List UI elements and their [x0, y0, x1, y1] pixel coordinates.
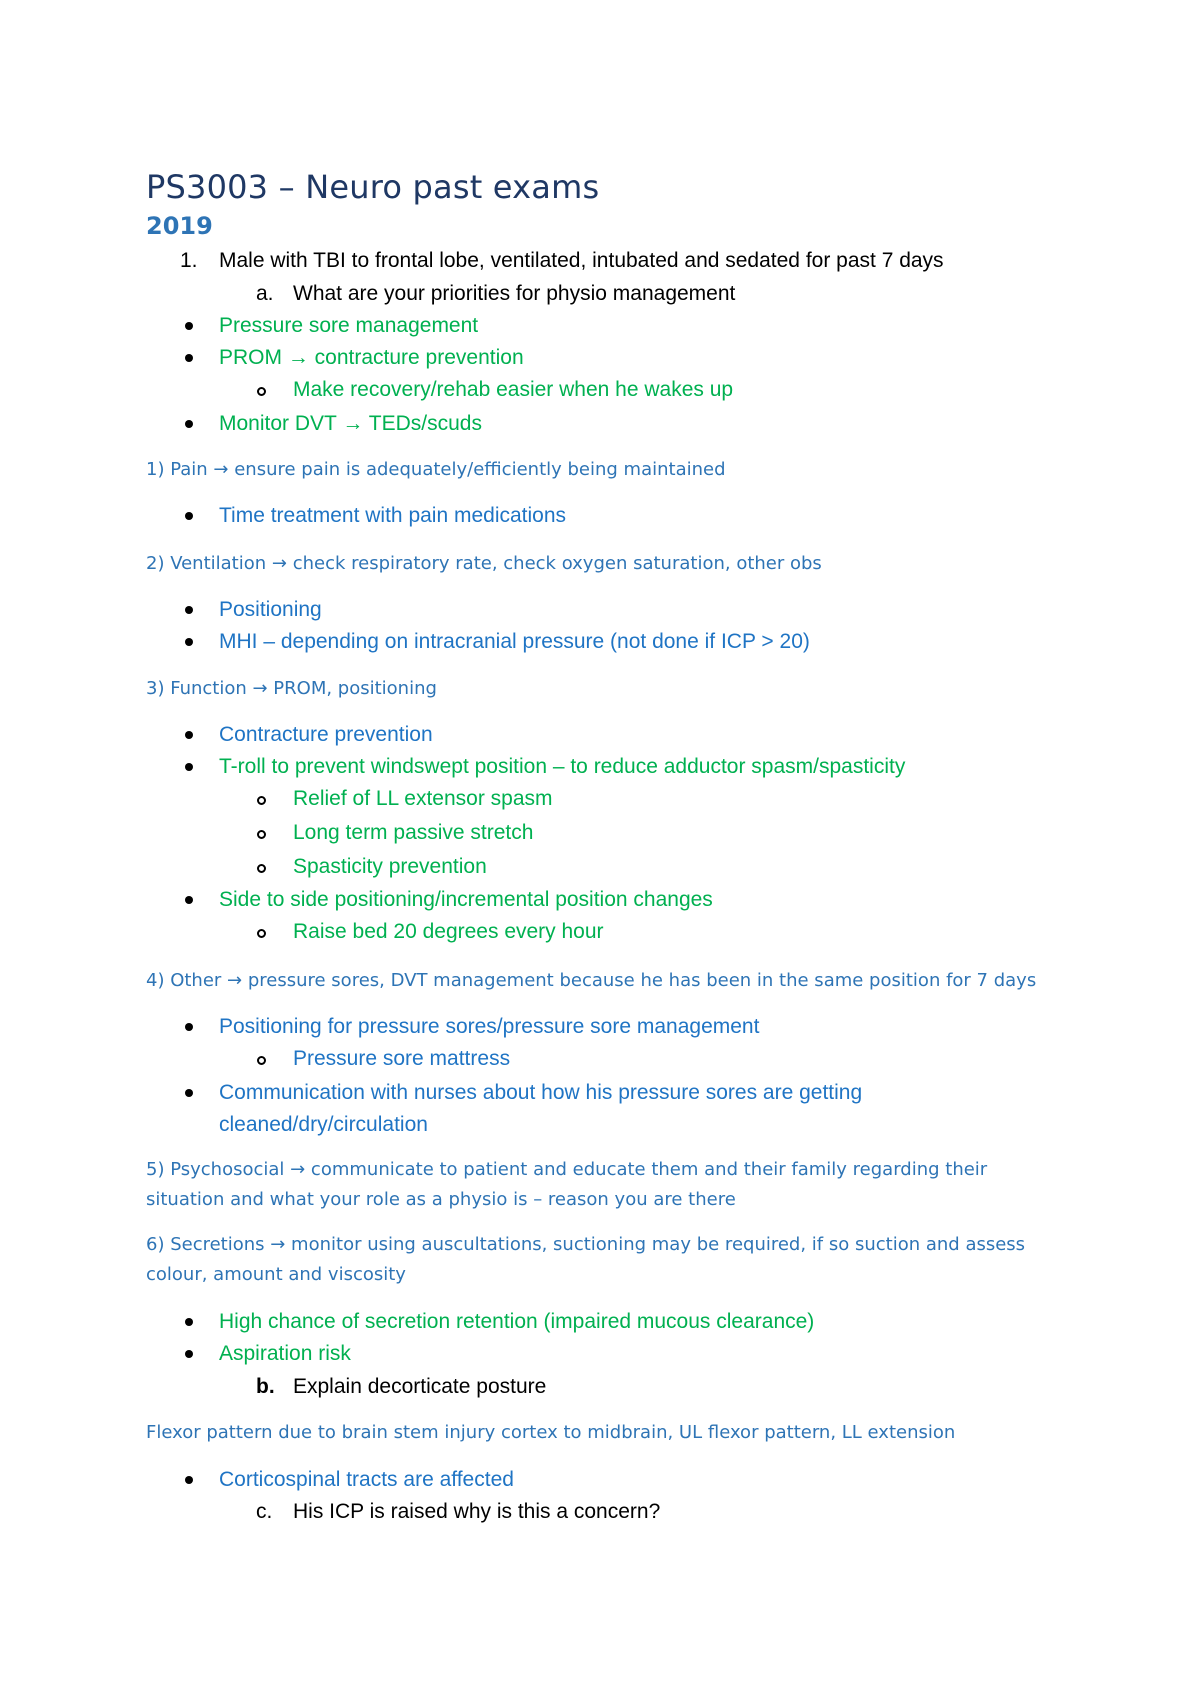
section-heading: 2) Ventilation → check respiratory rate, check oxygen saturation, other obs	[146, 553, 822, 574]
list-item: Corticospinal tracts are affected	[219, 1468, 514, 1491]
document-title: PS3003 – Neuro past exams	[146, 168, 600, 206]
section-heading-continuation: situation and what your role as a physio is – reason you are there	[146, 1189, 736, 1210]
subquestion-text: What are your priorities for physio management	[293, 282, 736, 305]
bullet-icon	[185, 322, 193, 330]
section-heading: 1) Pain → ensure pain is adequately/efficiently being maintained	[146, 459, 726, 480]
bullet-icon	[185, 512, 193, 520]
list-item: MHI – depending on intracranial pressure (not done if ICP > 20)	[219, 630, 810, 653]
subquestion-text: His ICP is raised why is this a concern?	[293, 1500, 661, 1523]
list-item: Side to side positioning/incremental position changes	[219, 888, 713, 911]
section-heading: 4) Other → pressure sores, DVT management because he has been in the same position for 7 days	[146, 970, 1037, 991]
bullet-icon	[185, 731, 193, 739]
bullet-icon	[185, 638, 193, 646]
bullet-icon	[185, 1023, 193, 1031]
bullet-icon	[185, 354, 193, 362]
list-item: High chance of secretion retention (impaired mucous clearance)	[219, 1310, 815, 1333]
list-item: Raise bed 20 degrees every hour	[293, 920, 604, 943]
circle-bullet-icon	[257, 830, 266, 839]
list-item: Time treatment with pain medications	[219, 504, 567, 527]
question-text: Male with TBI to frontal lobe, ventilated, intubated and sedated for past 7 days	[219, 249, 944, 272]
list-item: Long term passive stretch	[293, 821, 534, 844]
subquestion-label: b.	[256, 1375, 275, 1398]
section-heading: 5) Psychosocial → communicate to patient and educate them and their family regarding their	[146, 1159, 988, 1180]
list-item: Relief of LL extensor spasm	[293, 787, 553, 810]
subquestion-text: Explain decorticate posture	[293, 1375, 547, 1398]
subquestion-label: c.	[256, 1500, 273, 1523]
bullet-icon	[185, 1089, 193, 1097]
year-heading: 2019	[146, 212, 213, 240]
list-item: Spasticity prevention	[293, 855, 487, 878]
circle-bullet-icon	[257, 929, 266, 938]
list-item: Make recovery/rehab easier when he wakes up	[293, 378, 734, 401]
circle-bullet-icon	[257, 1056, 266, 1065]
bullet-icon	[185, 1350, 193, 1358]
list-item: Monitor DVT → TEDs/scuds	[219, 412, 482, 435]
list-item: PROM → contracture prevention	[219, 346, 524, 369]
list-item-continuation: cleaned/dry/circulation	[219, 1113, 428, 1136]
answer-text: Flexor pattern due to brain stem injury cortex to midbrain, UL flexor pattern, LL extension	[146, 1422, 956, 1443]
bullet-icon	[185, 420, 193, 428]
list-item: Pressure sore mattress	[293, 1047, 511, 1070]
bullet-icon	[185, 896, 193, 904]
bullet-icon	[185, 763, 193, 771]
subquestion-label: a.	[256, 282, 274, 305]
list-item: Contracture prevention	[219, 723, 433, 746]
section-heading-continuation: colour, amount and viscosity	[146, 1264, 406, 1285]
section-heading: 6) Secretions → monitor using auscultations, suctioning may be required, if so suction and assess	[146, 1234, 1026, 1255]
bullet-icon	[185, 1318, 193, 1326]
section-heading: 3) Function → PROM, positioning	[146, 678, 437, 699]
question-number: 1.	[180, 249, 198, 272]
bullet-icon	[185, 606, 193, 614]
list-item: Positioning for pressure sores/pressure sore management	[219, 1015, 760, 1038]
list-item: Positioning	[219, 598, 322, 621]
list-item: Aspiration risk	[219, 1342, 351, 1365]
circle-bullet-icon	[257, 387, 266, 396]
bullet-icon	[185, 1476, 193, 1484]
circle-bullet-icon	[257, 864, 266, 873]
list-item: T-roll to prevent windswept position – to reduce adductor spasm/spasticity	[219, 755, 906, 778]
list-item: Communication with nurses about how his pressure sores are getting	[219, 1081, 863, 1104]
circle-bullet-icon	[257, 796, 266, 805]
list-item: Pressure sore management	[219, 314, 479, 337]
